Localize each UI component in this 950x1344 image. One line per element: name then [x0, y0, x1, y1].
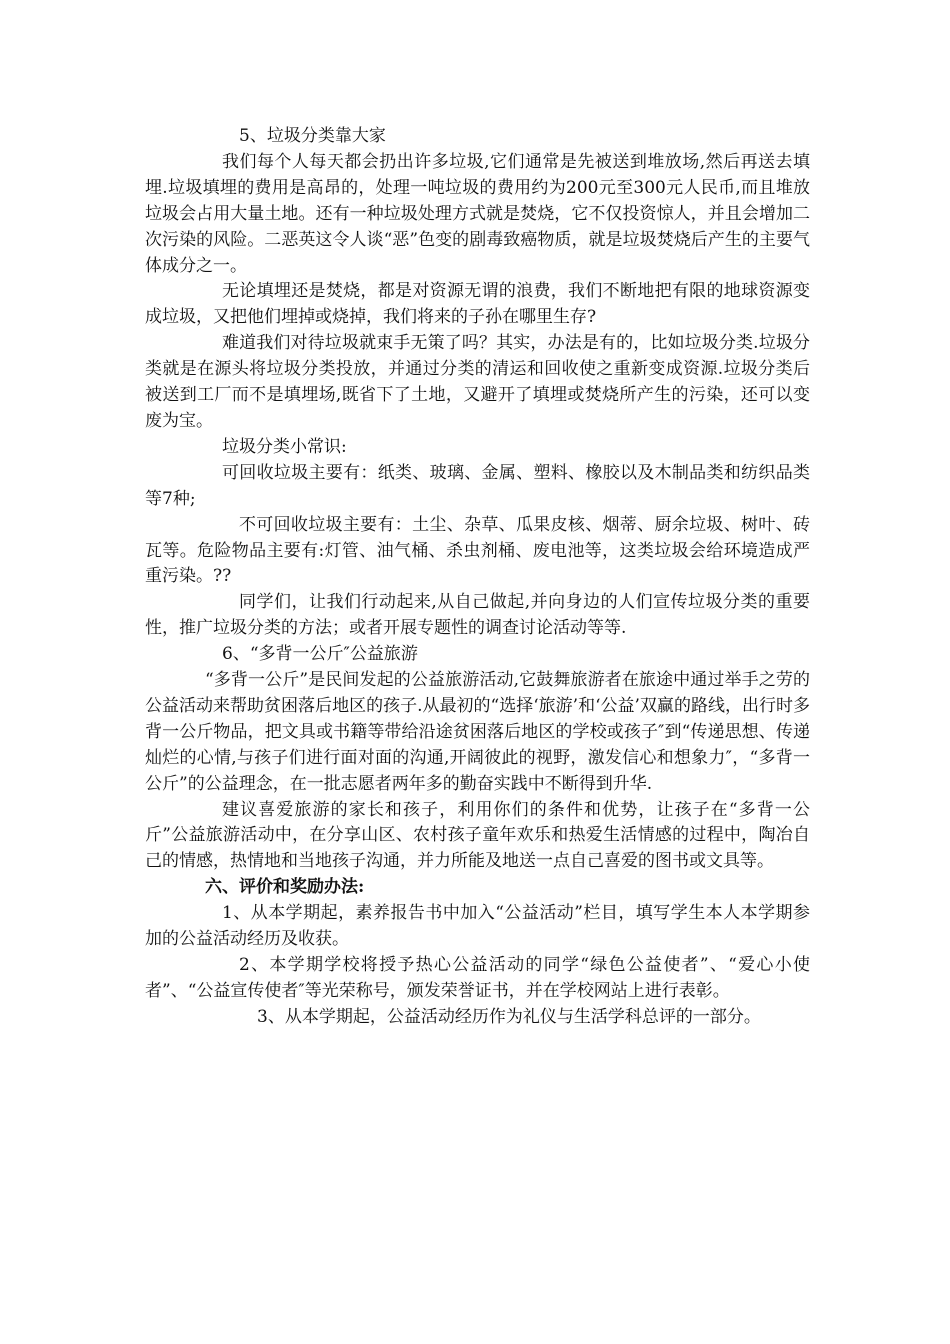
- document-body: [145, 124, 810, 1031]
- section5-paragraph-1: 我们每个人每天都会扔出许多垃圾,它们通常是先被送到堆放场,然后再送去填埋.垃圾填埋的费用是高昂的，处理一吨垃圾的费用约为200元至300元人民币,而且堆放垃圾会占用大量土地。还有一种垃圾处理方式就是焚烧，它不仅投资惊人，并且会增加二次污染的风险。二恶英这令人谈“恶”色变的剧毒致癌物质，就是垃圾焚烧后产生的主要气体成分之一。: [145, 151, 810, 276]
- evaluation-item-2: 2、本学期学校将授予热心公益活动的同学“绿色公益使者”、“爱心小使者”、“公益宣传使者″等光荣称号，颁发荣誉证书，并在学校网站上进行表彰。: [145, 955, 810, 1001]
- section5-paragraph-2: 无论填埋还是焚烧，都是对资源无谓的浪费，我们不断地把有限的地球资源变成垃圾，又把他们埋掉或烧掉，我们将来的子孙在哪里生存?: [145, 281, 810, 328]
- call-to-action-paragraph: 同学们，让我们行动起来,从自己做起,并向身边的人们宣传垃圾分类的重要性，推广垃圾分类的方法；或者开展专题性的调查讨论活动等等.: [145, 592, 810, 639]
- non-recyclable-waste-paragraph: 不可回收垃圾主要有：土尘、杂草、瓜果皮核、烟蒂、厨余垃圾、树叶、砖瓦等。危险物品主要有:灯管、油气桶、杀虫剂桶、废电池等，这类垃圾会给环境造成严重污染。??: [145, 514, 810, 587]
- recyclable-waste-paragraph: 可回收垃圾主要有：纸类、玻璃、金属、塑料、橡胶以及木制品类和纺织品类等7种;: [145, 462, 810, 509]
- evaluation-heading: 六、评价和奖励办法:: [205, 877, 365, 898]
- section6-paragraph-1: “多背一公斤”是民间发起的公益旅游活动,它鼓舞旅游者在旅途中通过举手之劳的公益活动来帮助贫困落后地区的孩子.从最初的“选择‘旅游’和‘公益’双赢的路线，出行时多背一公斤物品，把文具或书籍等带给沿途贫困落后地区的学校或孩子″到“传递思想、传递灿烂的心情,与孩子们进行面对面的沟通,开阔彼此的视野，激发信心和想象力″，“多背一公斤”的公益理念，在一批志愿者两年多的勤奋实践中不断得到升华.: [145, 670, 810, 794]
- evaluation-item-3: 3、从本学期起，公益活动经历作为礼仪与生活学科总评的一部分。: [257, 1006, 761, 1027]
- section5-heading: 5、垃圾分类靠大家: [239, 126, 386, 146]
- section6-paragraph-2: 建议喜爱旅游的家长和孩子，利用你们的条件和优势，让孩子在“多背一公斤”公益旅游活动中，在分享山区、农村孩子童年欢乐和热爱生活情感的过程中，陶冶自己的情感，热情地和当地孩子沟通，并力所能及地送一点自己喜爱的图书或文具等。: [145, 799, 810, 872]
- section5-paragraph-3: 难道我们对待垃圾就束手无策了吗？其实，办法是有的，比如垃圾分类.垃圾分类就是在源头将垃圾分类投放，并通过分类的清运和回收使之重新变成资源.垃圾分类后被送到工厂而不是填埋场,既省下了土地，又避开了填埋或焚烧所产生的污染，还可以变废为宝。: [145, 333, 810, 431]
- sorting-tips-heading: 垃圾分类小常识:: [222, 436, 347, 457]
- section6-heading: 6、“多背一公斤″公益旅游: [222, 644, 418, 665]
- evaluation-item-1: 1、从本学期起，素养报告书中加入“公益活动”栏目，填写学生本人本学期参加的公益活动经历及收获。: [145, 903, 810, 950]
